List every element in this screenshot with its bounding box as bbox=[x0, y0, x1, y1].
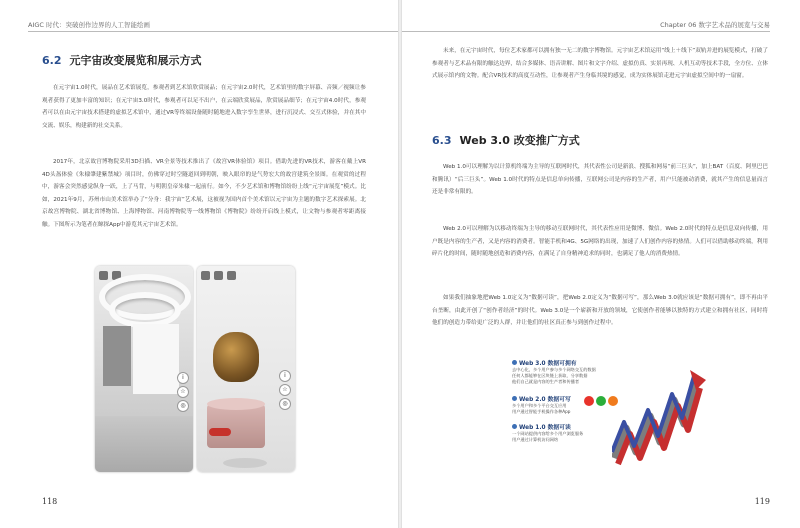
exhibit-tag bbox=[209, 428, 231, 436]
paragraph: 未来，在元宇宙时代，每位艺术家都可以拥有独一无二的数字博物馆。元宇宙艺术馆运用“线上＋线下”双轨并进的展览模式，打破了参观者与艺术品有限的触达边界，结合多媒体、语音讲解、图片和文字介绍、虚拟仿真、实景再现、人机互动等技术手段，全方位、立体式展示馆内的文物。配合VR技术的高度互动性，让参观者产生身临其境的感觉，成为实体展馆走进元宇宙虚拟空间中的一扇窗。 bbox=[432, 48, 768, 80]
info-icon[interactable]: i bbox=[279, 370, 291, 382]
info-icon[interactable]: i bbox=[177, 372, 189, 384]
layer-title: Web 3.0 数据可拥有 bbox=[512, 358, 630, 367]
artifact-phone-screen bbox=[197, 266, 295, 472]
pedestal bbox=[207, 404, 265, 448]
globe-icon bbox=[512, 396, 517, 401]
paragraph: 2017年，北京故宫博物院采用3D扫描、VR全景等技术推出了《故宫VR体验馆》项目。借助先进的VR技术，游客在戴上VR 4D头盔体验《朱棣肇建紫禁城》项目时，仿佛穿过时空隧道回到明朝，映入眼帘的是气势宏大的故宫建筑全景图。在观赏的过程中，游客会突然感觉纵身一跃，上了马背，与明朝皇帝朱棣一起前行。如今，不少艺术馆和博物馆纷纷上线“元宇宙展览”模式。比如，2021年9月，苏州市山美术馆举办了“分身：我宇宙”艺术展，这被视为国内首个美术馆以元宇宙为主题的数字艺术探索展。北京故宫博物院、湖北省博物馆、上海博物馆、河南博物院等一线博物馆《博物院》纷纷开启线上模式，让文物与参观者零距离接触。下图所示为笔者在鲸探App中游览其元宇宙艺术馆。 bbox=[42, 159, 366, 228]
layer-desc: 用户通过计算机访问网络 bbox=[512, 437, 559, 442]
section-heading bbox=[432, 132, 580, 148]
layer-title: Web 1.0 数据可读 bbox=[512, 422, 630, 431]
wall-panel bbox=[133, 324, 179, 394]
header-rule bbox=[28, 31, 398, 32]
running-head: AIGC 时代：突破创作边界的人工智能绘画 bbox=[28, 21, 151, 29]
section-title: 元宇宙改变展览和展示方式 bbox=[69, 54, 202, 67]
section-title: Web 3.0 改变推广方式 bbox=[459, 134, 580, 147]
layer-title: Web 2.0 数据可写 bbox=[512, 394, 630, 403]
floor bbox=[95, 416, 193, 472]
wechat-icon bbox=[596, 396, 606, 406]
bronze-tiger-head-artifact bbox=[213, 332, 259, 382]
app-screenshot-figure bbox=[95, 266, 295, 472]
share-icon[interactable] bbox=[214, 271, 223, 280]
layer-desc: 一个网站提供内容给多个用户浏览服务 bbox=[512, 431, 584, 436]
globe-icon bbox=[512, 360, 517, 365]
section-heading bbox=[42, 52, 202, 68]
layer-desc: 他们自己就是内容的生产者和传播者 bbox=[512, 379, 580, 384]
layer-desc: 多个用户和多个平台交互应用 bbox=[512, 403, 567, 408]
more-icon[interactable] bbox=[227, 271, 236, 280]
paragraph: Web 2.0可以理解为以移动终端为主导的移动互联网时代，其代表性应用是微博、微信。Web 2.0时代的特点是信息双向传播，用户既是内容的生产者，又是内容的消费者。智能手机和4G、5G网络的出现，加速了人们创作内容的热情。人们可以借助移动终端，利用碎片化的时间，随时随地创造和消费内容，在满足了自身精神追求的同时，也满足了他人的消费热情。 bbox=[432, 226, 768, 258]
back-icon bbox=[99, 271, 108, 280]
globe-icon bbox=[512, 424, 517, 429]
paragraph: 在元宇宙1.0时代，展品在艺术馆展览，参观者到艺术馆欣赏展品；在元宇宙2.0时代，艺术馆里的数字屏幕、音频／视频让参观者获得了更加丰富的知识；在元宇宙3.0时代，参观者可以足不出户，在云端欣赏展品，欣赏展品细节；在元宇宙4.0时代，参观者可以在由元宇宙技术搭建的虚拟艺术馆中，通过VR等终端设备随时随地进入数字孪生世界，进行沉浸式、交互式体验，并在其中交流、娱乐，构建新的社交关系。 bbox=[42, 85, 366, 129]
rotate-control[interactable] bbox=[223, 458, 267, 468]
star-icon[interactable]: ☆ bbox=[177, 386, 189, 398]
layer-desc: 任何人都能够在区块链上获取、分享数据 bbox=[512, 373, 588, 378]
page-number: 118 bbox=[42, 497, 58, 506]
running-head: Chapter 06 数字艺术品的展览与交易 bbox=[660, 21, 770, 29]
right-page bbox=[402, 0, 800, 528]
header-rule bbox=[402, 31, 770, 32]
gallery-phone-screen bbox=[95, 266, 193, 472]
star-icon[interactable]: ☆ bbox=[279, 384, 291, 396]
layer-desc: 去中心化，多个用户参与多个网络交互的数据 bbox=[512, 367, 596, 372]
paragraph: Web 1.0可以理解为以计算机终端为主导的互联网时代，其代表性公司是新浪、搜狐和网易“前三巨头”，加上BAT（百度、阿里巴巴和腾讯）“后三巨头”。Web 1.0时代的特点是信息单向传播，互联网公司是内容的生产者，用户只能被动消费，就其产生的信息量而言还是非常有限的。 bbox=[432, 164, 768, 196]
section-number: 6.2 bbox=[42, 54, 62, 67]
growth-arrows-graphic bbox=[612, 366, 712, 466]
web-evolution-diagram bbox=[512, 356, 712, 474]
layer-desc: 用户通过智能手机操作各种App bbox=[512, 409, 571, 414]
phone-toolbar bbox=[201, 271, 236, 280]
weibo-icon bbox=[584, 396, 594, 406]
left-page bbox=[0, 0, 398, 528]
back-icon[interactable] bbox=[201, 271, 210, 280]
view-icon[interactable]: ◎ bbox=[177, 400, 189, 412]
section-number: 6.3 bbox=[432, 134, 452, 147]
view-icon[interactable]: ◎ bbox=[279, 398, 291, 410]
doorway bbox=[103, 326, 131, 386]
page-number: 119 bbox=[754, 497, 770, 506]
paragraph: 如果我们抽象地把Web 1.0定义为“数据可读”，把Web 2.0定义为“数据可写”，那么Web 3.0就应该是“数据可拥有”，即不再由平台垄断，由此开创了“创作者经济”的时代。Web 3.0是一个崭新和开放的领域，它使创作者能够以独特的方式建立和拥有社区，同时将他们的创造力带给更广泛的人群，并让他们的社区真正参与到创作过程中。 bbox=[432, 295, 768, 327]
ceiling-ring bbox=[109, 292, 181, 328]
